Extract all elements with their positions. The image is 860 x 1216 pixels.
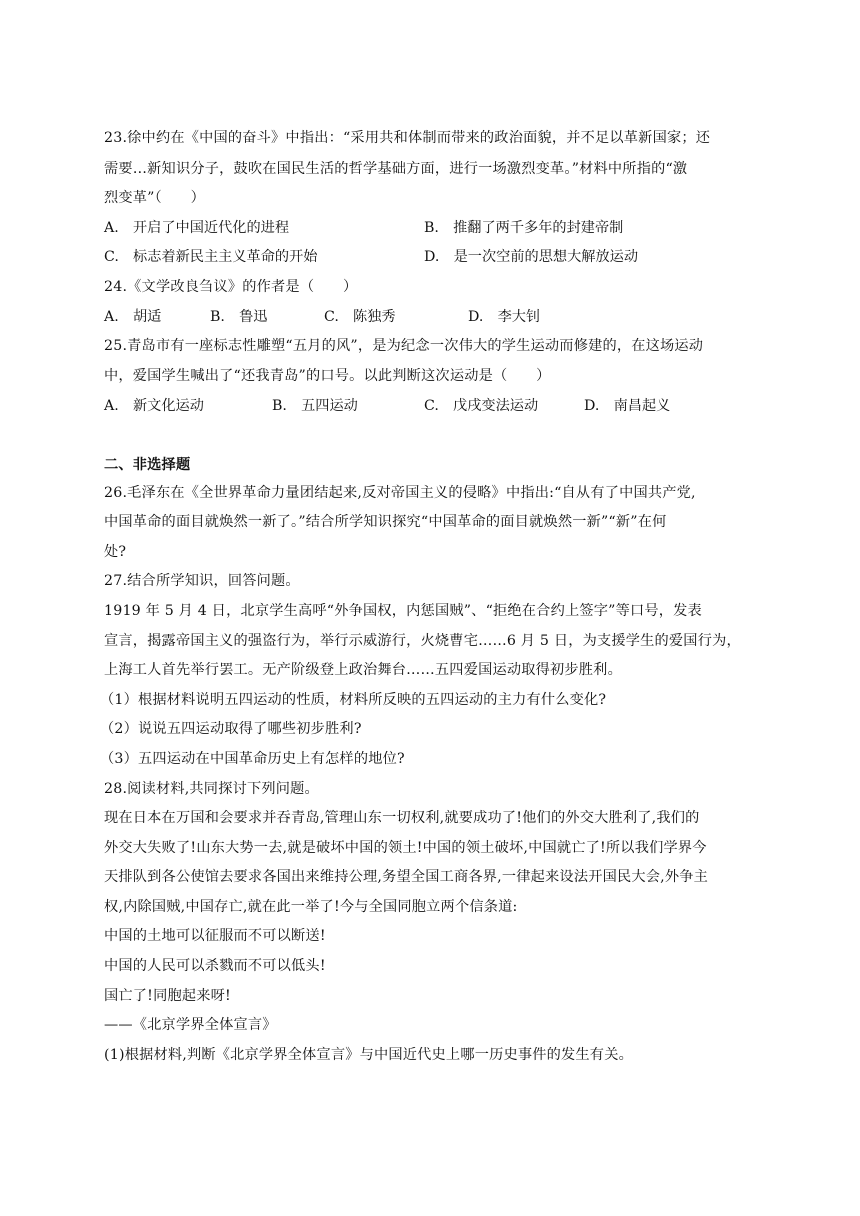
q25-option-b[interactable]: B. 五四运动 <box>272 398 358 414</box>
q23-stem-line-2: 需要…新知识分子，鼓吹在国民生活的哲学基础方面，进行一场激烈变革。”材料中所指的“激 <box>104 161 688 177</box>
q27-sub-2: （2）说说五四运动取得了哪些初步胜利? <box>100 721 362 737</box>
q28-material-line-1: 现在日本在万国和会要求并吞青岛,管理山东一切权利,就要成功了!他们的外交大胜利了,我们的 <box>104 810 700 826</box>
q24-option-a[interactable]: A. 胡适 <box>104 309 162 325</box>
q23-option-d[interactable]: D. 是一次空前的思想大解放运动 <box>424 249 639 265</box>
q25-stem-line-2: 中，爱国学生喊出了“还我青岛”的口号。以此判断这次运动是（ ） <box>104 368 551 384</box>
q23-option-a[interactable]: A. 开启了中国近代化的进程 <box>104 220 290 236</box>
q28-stem: 28.阅读材料,共同探讨下列问题。 <box>104 781 319 797</box>
q28-material-line-5: 中国的土地可以征服而不可以断送! <box>104 928 326 944</box>
q25-option-c[interactable]: C. 戊戌变法运动 <box>424 398 539 414</box>
q27-stem: 27.结合所学知识，回答问题。 <box>104 573 300 589</box>
q26-stem-line-3: 处? <box>104 544 127 560</box>
q28-sub-1: (1)根据材料,判断《北京学界全体宣言》与中国近代史上哪一历史事件的发生有关。 <box>104 1047 633 1063</box>
q27-sub-1: （1）根据材料说明五四运动的性质，材料所反映的五四运动的主力有什么变化? <box>100 692 607 708</box>
q23-stem-line-3: 烈变革”（ ） <box>104 190 206 206</box>
q26-stem-line-2: 中国革命的面目就焕然一新了。”结合所学知识探究“中国革命的面目就焕然一新”“新”在何 <box>104 514 667 530</box>
q28-material-line-2: 外交大失败了!山东大势一去,就是破坏中国的领土!中国的领土破坏,中国就亡了!所以我们学界今 <box>104 840 707 856</box>
q26-stem-line-1: 26.毛泽东在《全世界革命力量团结起来,反对帝国主义的侵略》中指出:“自从有了中国共产党, <box>104 485 696 501</box>
q28-material-line-4: 权,内除国贼,中国存亡,就在此一举了!今与全国同胞立两个信条道: <box>104 899 518 915</box>
q28-material-line-6: 中国的人民可以杀戮而不可以低头! <box>104 958 326 974</box>
q23-option-b[interactable]: B. 推翻了两千多年的封建帝制 <box>424 220 624 236</box>
q27-sub-3: （3）五四运动在中国革命历史上有怎样的地位? <box>100 751 405 767</box>
section-title: 二、非选择题 <box>104 457 191 473</box>
q25-option-a[interactable]: A. 新文化运动 <box>104 398 204 414</box>
q27-material-line-3: 上海工人首先举行罢工。无产阶级登上政治舞台……五四爱国运动取得初步胜利。 <box>104 662 622 678</box>
q24-stem: 24.《文学改良刍议》的作者是（ ） <box>104 279 358 295</box>
q27-material-line-1: 1919 年 5 月 4 日，北京学生高呼“外争国权，内惩国贼”、“拒绝在合约上签字”等口号，发表 <box>104 603 702 619</box>
q27-material-line-2: 宣言，揭露帝国主义的强盗行为，举行示威游行，火烧曹宅……6 月 5 日，为支援学生的爱国行为， <box>104 633 741 649</box>
q24-option-c[interactable]: C. 陈独秀 <box>324 309 396 325</box>
q28-material-line-3: 天排队到各公使馆去要求各国出来维持公理,务望全国工商各界,一律起来设法开国民大会,外争主 <box>104 869 709 885</box>
q28-source: ——《北京学界全体宣言》 <box>104 1017 277 1033</box>
q24-option-b[interactable]: B. 鲁迅 <box>210 309 268 325</box>
q25-stem-line-1: 25.青岛市有一座标志性雕塑“五月的风”，是为纪念一次伟大的学生运动而修建的，在这场运动 <box>104 338 704 354</box>
q23-option-c[interactable]: C. 标志着新民主主义革命的开始 <box>104 249 318 265</box>
q28-material-line-7: 国亡了!同胞起来呀! <box>104 988 231 1004</box>
q24-option-d[interactable]: D. 李大钊 <box>468 309 541 325</box>
q25-option-d[interactable]: D. 南昌起义 <box>584 398 671 414</box>
q23-stem-line-1: 23.徐中约在《中国的奋斗》中指出：“采用共和体制而带来的政治面貌，并不足以革新国家；还 <box>104 130 711 146</box>
